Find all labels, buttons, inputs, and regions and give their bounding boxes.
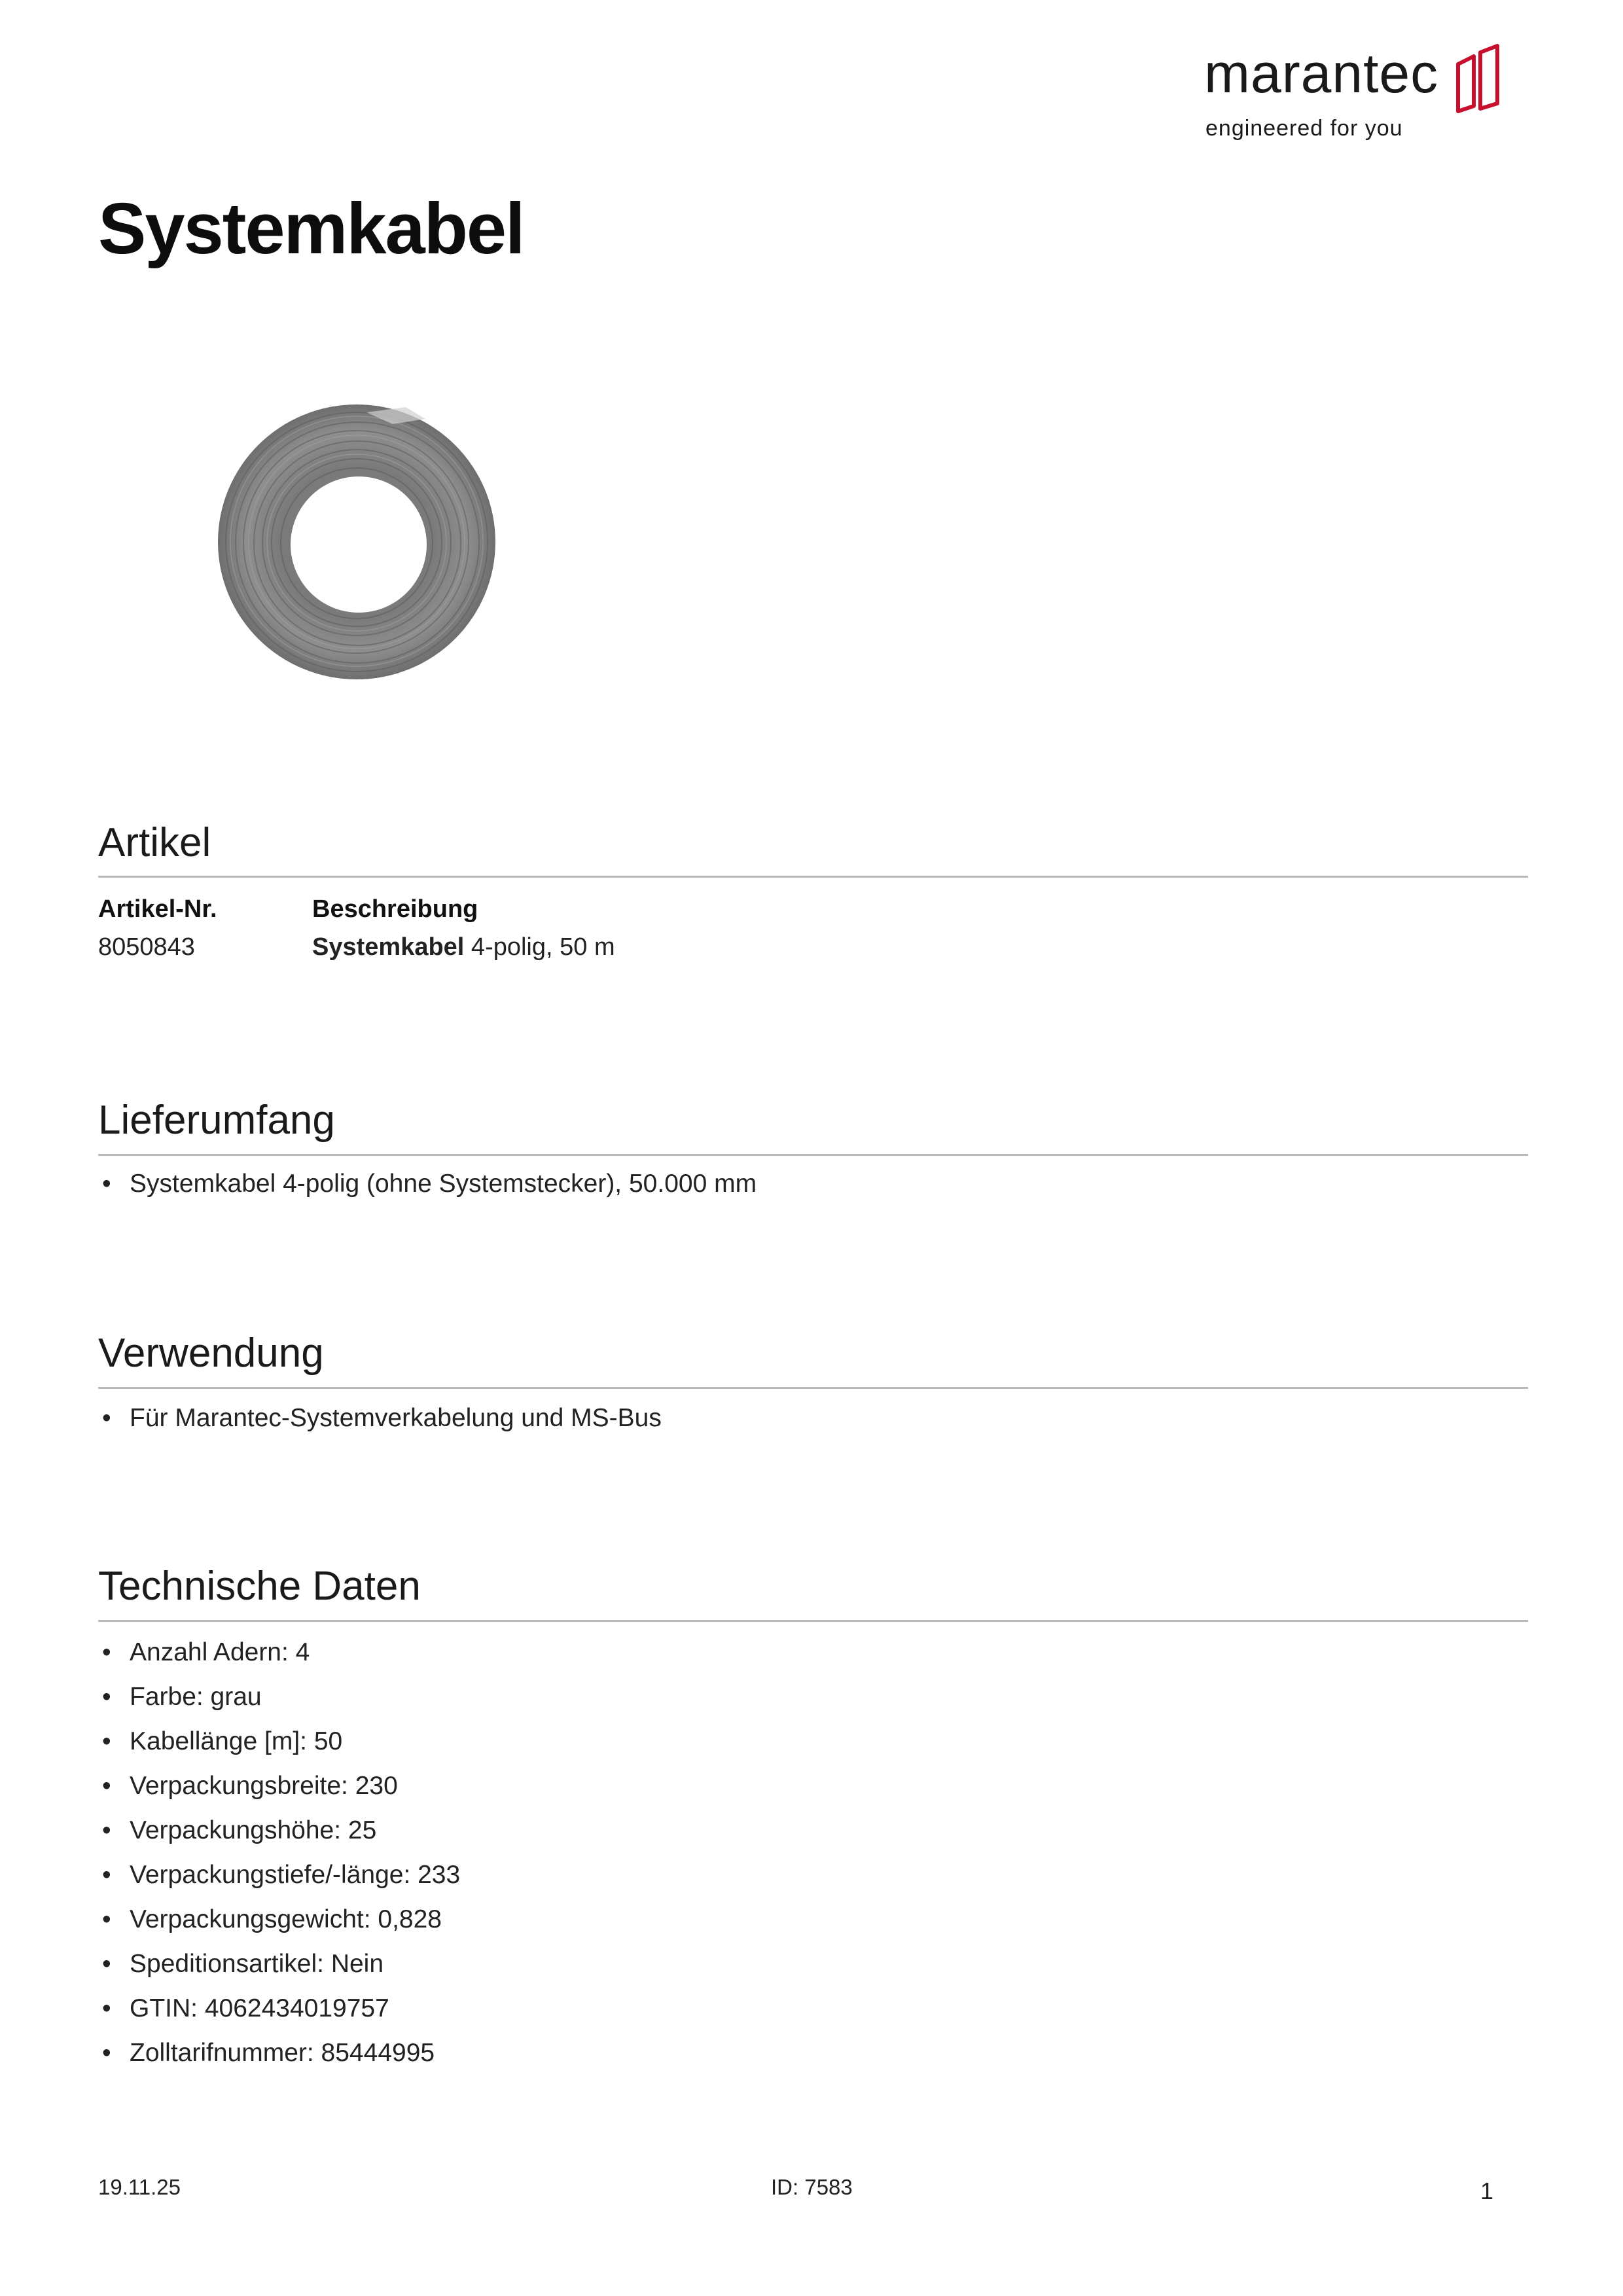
logo-wordmark: marantec (1204, 43, 1439, 104)
bullet-icon: • (102, 1170, 111, 1198)
brand-logo (1204, 41, 1505, 145)
section-heading-verwendung: Verwendung (98, 1331, 324, 1376)
section-heading-lieferumfang: Lieferumfang (98, 1098, 335, 1143)
footer-date: 19.11.25 (98, 2175, 181, 2199)
technische-daten-list (98, 1636, 460, 2081)
bullet-icon: • (102, 1772, 111, 1800)
footer-document-id: ID: 7583 (771, 2175, 853, 2199)
column-header-beschreibung: Beschreibung (312, 895, 478, 923)
table-cell-artikel-nr: 8050843 (98, 933, 195, 961)
list-item: • Anzahl Adern: 4 (98, 1636, 460, 1681)
list-item: • Speditionsartikel: Nein (98, 1948, 460, 1992)
list-item: • Kabellänge [m]: 50 (98, 1725, 460, 1770)
page-title: Systemkabel (98, 188, 524, 269)
lieferumfang-list (98, 1168, 757, 1200)
bullet-icon: • (102, 1905, 111, 1933)
bullet-icon: • (102, 1994, 111, 2022)
description-product-name: Systemkabel (312, 933, 465, 961)
verwendung-list (98, 1402, 662, 1435)
section-divider (98, 1620, 1528, 1622)
cable-coil-image (209, 393, 504, 694)
bullet-icon: • (102, 1638, 111, 1666)
bullet-icon: • (102, 1404, 111, 1432)
list-item: • Verpackungsbreite: 230 (98, 1770, 460, 1814)
bullet-icon: • (102, 1816, 111, 1844)
bullet-icon: • (102, 2039, 111, 2067)
list-item: • Systemkabel 4-polig (ohne Systemstecker), 50.000 mm (98, 1168, 757, 1200)
logo-tagline: engineered for you (1205, 116, 1403, 141)
list-item: • Farbe: grau (98, 1681, 460, 1725)
section-heading-artikel: Artikel (98, 820, 211, 865)
bullet-icon: • (102, 1861, 111, 1889)
footer-page-number: 1 (1480, 2178, 1494, 2204)
bullet-icon: • (102, 1683, 111, 1711)
list-item: • Verpackungshöhe: 25 (98, 1814, 460, 1859)
list-item: • Für Marantec-Systemverkabelung und MS-Bus (98, 1402, 662, 1435)
list-item: • Verpackungsgewicht: 0,828 (98, 1903, 460, 1948)
section-divider (98, 876, 1528, 878)
bullet-icon: • (102, 1950, 111, 1978)
section-heading-technische-daten: Technische Daten (98, 1564, 421, 1609)
list-item: • GTIN: 4062434019757 (98, 1992, 460, 2037)
marantec-door-mark-icon (1454, 43, 1503, 115)
table-cell-beschreibung (312, 931, 615, 963)
section-divider (98, 1387, 1528, 1389)
list-item: • Zolltarifnummer: 85444995 (98, 2037, 460, 2081)
description-detail: 4-polig, 50 m (464, 933, 615, 961)
bullet-icon: • (102, 1727, 111, 1755)
section-divider (98, 1154, 1528, 1156)
column-header-artikel-nr: Artikel-Nr. (98, 895, 217, 923)
list-item: • Verpackungstiefe/-länge: 233 (98, 1859, 460, 1903)
